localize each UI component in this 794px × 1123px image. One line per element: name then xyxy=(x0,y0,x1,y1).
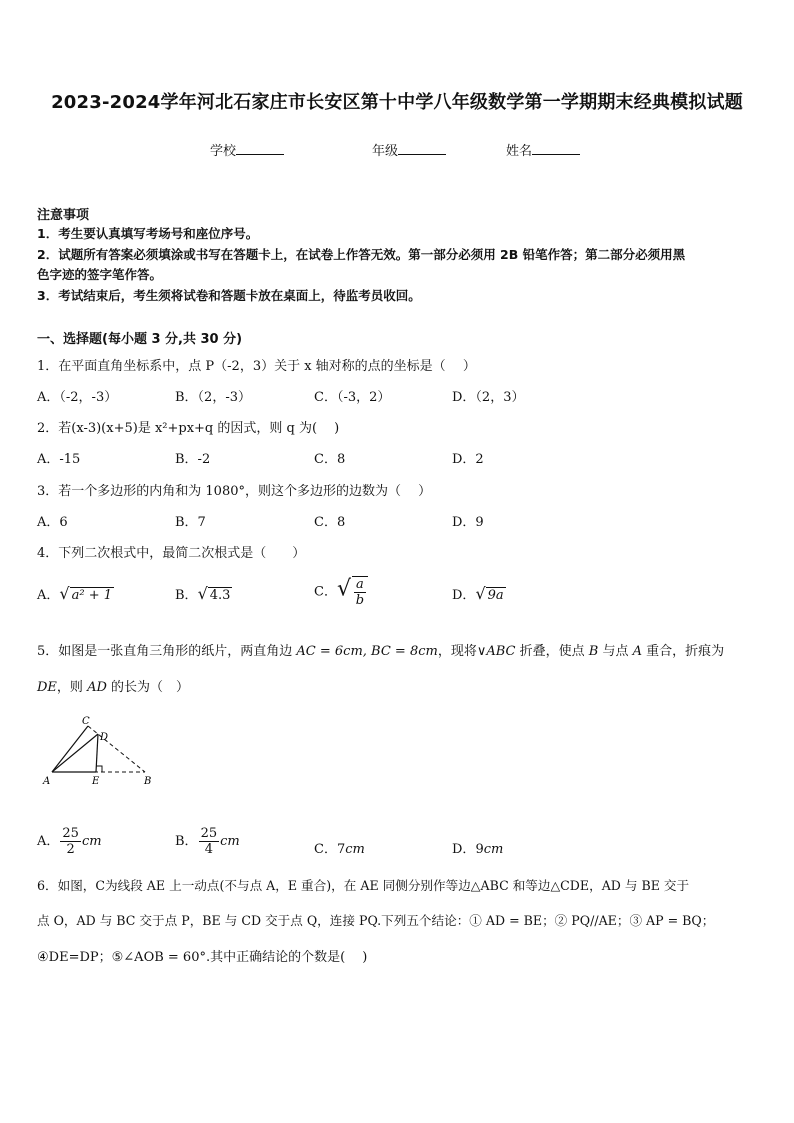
label-e: E xyxy=(92,776,100,787)
question-5-stem-line1 xyxy=(37,640,724,659)
unit: cm xyxy=(81,834,102,849)
frac-denominator: 4 xyxy=(204,842,213,857)
school-label: 学校 xyxy=(210,144,237,159)
math: DE xyxy=(37,680,57,695)
frac-denominator: 2 xyxy=(66,842,75,857)
unit: cm xyxy=(220,834,240,849)
q4-c-frac xyxy=(352,576,368,608)
math: B xyxy=(588,644,599,659)
note-item: 1．考生要认真填写考场号和座位序号。 xyxy=(37,226,259,241)
text: 5．如图是一张直角三角形的纸片，两直角边 xyxy=(37,644,297,659)
option-label: A． xyxy=(37,588,60,603)
q2-option-c: C．8 xyxy=(314,452,346,467)
section-heading: 一、选择题(每小题 3 分,共 30 分) xyxy=(37,332,243,347)
question-3-stem: 3．若一个多边形的内角和为 1080°，则这个多边形的边数为（ ） xyxy=(37,484,432,499)
math: A xyxy=(632,644,642,659)
q4-option-d xyxy=(452,584,506,603)
note-item: 色字迹的签字笔作答。 xyxy=(37,267,163,282)
option-label: B． xyxy=(175,588,198,603)
math: AD xyxy=(87,680,107,695)
value: 9 xyxy=(475,842,484,857)
q4-a-expr: a² + 1 xyxy=(71,588,112,603)
option-label: D． xyxy=(452,842,476,857)
question-4-stem: 4．下列二次根式中，最简二次根式是（ ） xyxy=(37,546,306,561)
q5-option-b xyxy=(175,826,240,857)
label-c: C xyxy=(82,716,90,727)
frac-numerator: a xyxy=(355,577,364,592)
math: ABC xyxy=(486,644,516,659)
q1-option-d: D．（2，3） xyxy=(452,390,525,405)
q1-option-a: A．（-2，-3） xyxy=(37,390,118,405)
school-blank xyxy=(236,142,284,155)
radical-sign: √ xyxy=(336,576,351,602)
text: 与点 xyxy=(598,644,633,659)
q1-option-b: B．（2，-3） xyxy=(175,390,251,405)
question-6-line1: 6．如图，C为线段 AE 上一动点(不与点 A，E 重合)，在 AE 同侧分别作等边△ABC 和等边△CDE，AD 与 BE 交于 xyxy=(37,878,690,893)
note-item: 3．考试结束后，考生须将试卷和答题卡放在桌面上，待监考员收回。 xyxy=(37,288,421,303)
text: 的长为（ ） xyxy=(106,680,190,695)
radical-sign: √ xyxy=(59,584,70,603)
q4-option-c xyxy=(314,576,369,608)
name-field xyxy=(506,140,580,159)
unit: cm xyxy=(483,842,504,857)
q2-option-a: A．-15 xyxy=(37,452,81,467)
q4-option-a xyxy=(37,584,114,603)
q5-option-d xyxy=(452,838,503,857)
option-label: B． xyxy=(175,834,198,849)
q5-option-a xyxy=(37,826,102,857)
q5-b-frac xyxy=(199,826,220,857)
q3-option-c: C．8 xyxy=(314,515,346,530)
triangle-figure xyxy=(40,716,165,788)
q4-b-expr: 4.3 xyxy=(209,588,231,603)
question-6-line2: 点 O，AD 与 BC 交于点 P，BE 与 CD 交于点 Q，连接 PQ.下列五个结论：① AD = BE；② PQ//AE；③ AP = BQ； xyxy=(37,913,715,928)
q3-option-a: A．6 xyxy=(37,515,68,530)
text: ，现将∨ xyxy=(437,644,487,659)
grade-blank xyxy=(398,142,446,155)
question-5-stem-line2 xyxy=(37,676,189,695)
q3-option-d: D．9 xyxy=(452,515,484,530)
school-field xyxy=(210,140,284,159)
question-1-stem: 1．在平面直角坐标系中，点 P（-2，3）关于 x 轴对称的点的坐标是（ ） xyxy=(37,359,476,374)
right-angle-mark xyxy=(96,766,102,772)
edge-ad xyxy=(52,734,98,772)
text: 重合，折痕为 xyxy=(641,644,725,659)
q5-option-c xyxy=(314,838,365,857)
radical-sign: √ xyxy=(197,584,208,603)
q3-option-b: B．7 xyxy=(175,515,206,530)
question-6-line3: ④DE=DP；⑤∠AOB = 60°.其中正确结论的个数是( ) xyxy=(37,950,368,965)
edge-ac xyxy=(52,726,88,772)
name-label: 姓名 xyxy=(506,144,533,159)
text: ，则 xyxy=(56,680,88,695)
notes-heading: 注意事项 xyxy=(37,208,90,223)
unit: cm xyxy=(345,842,365,857)
q2-option-b: B．-2 xyxy=(175,452,211,467)
grade-field xyxy=(372,140,446,159)
q2-option-d: D．2 xyxy=(452,452,484,467)
frac-numerator: 25 xyxy=(200,826,218,841)
math: AC = 6cm, BC = 8cm xyxy=(296,644,438,659)
text: 折叠，使点 xyxy=(515,644,589,659)
q4-d-expr: 9a xyxy=(487,588,504,603)
label-d: D xyxy=(100,732,109,743)
note-item: 2．试题所有答案必须填涂或书写在答题卡上，在试卷上作答无效。第一部分必须用 2B 铅笔作答；第二部分必须用黑 xyxy=(37,247,686,262)
frac-numerator: 25 xyxy=(62,826,79,841)
option-label: C． xyxy=(314,842,337,857)
label-b: B xyxy=(144,776,152,787)
label-a: A xyxy=(43,776,51,787)
q4-option-b xyxy=(175,584,232,603)
frac-denominator: b xyxy=(355,593,365,608)
radical-sign: √ xyxy=(475,584,486,603)
q5-a-frac xyxy=(60,826,81,857)
name-blank xyxy=(532,142,580,155)
q1-option-c: C．（-3，2） xyxy=(314,390,391,405)
question-2-stem: 2．若(x-3)(x+5)是 x²+px+q 的因式，则 q 为( ) xyxy=(37,421,340,436)
value: 7 xyxy=(336,842,346,857)
option-label: D． xyxy=(452,588,476,603)
page-title: 2023-2024学年河北石家庄市长安区第十中学八年级数学第一学期期末经典模拟试题 xyxy=(51,92,743,113)
grade-label: 年级 xyxy=(372,144,399,159)
option-label: C． xyxy=(314,584,337,600)
option-label: A． xyxy=(37,834,60,849)
